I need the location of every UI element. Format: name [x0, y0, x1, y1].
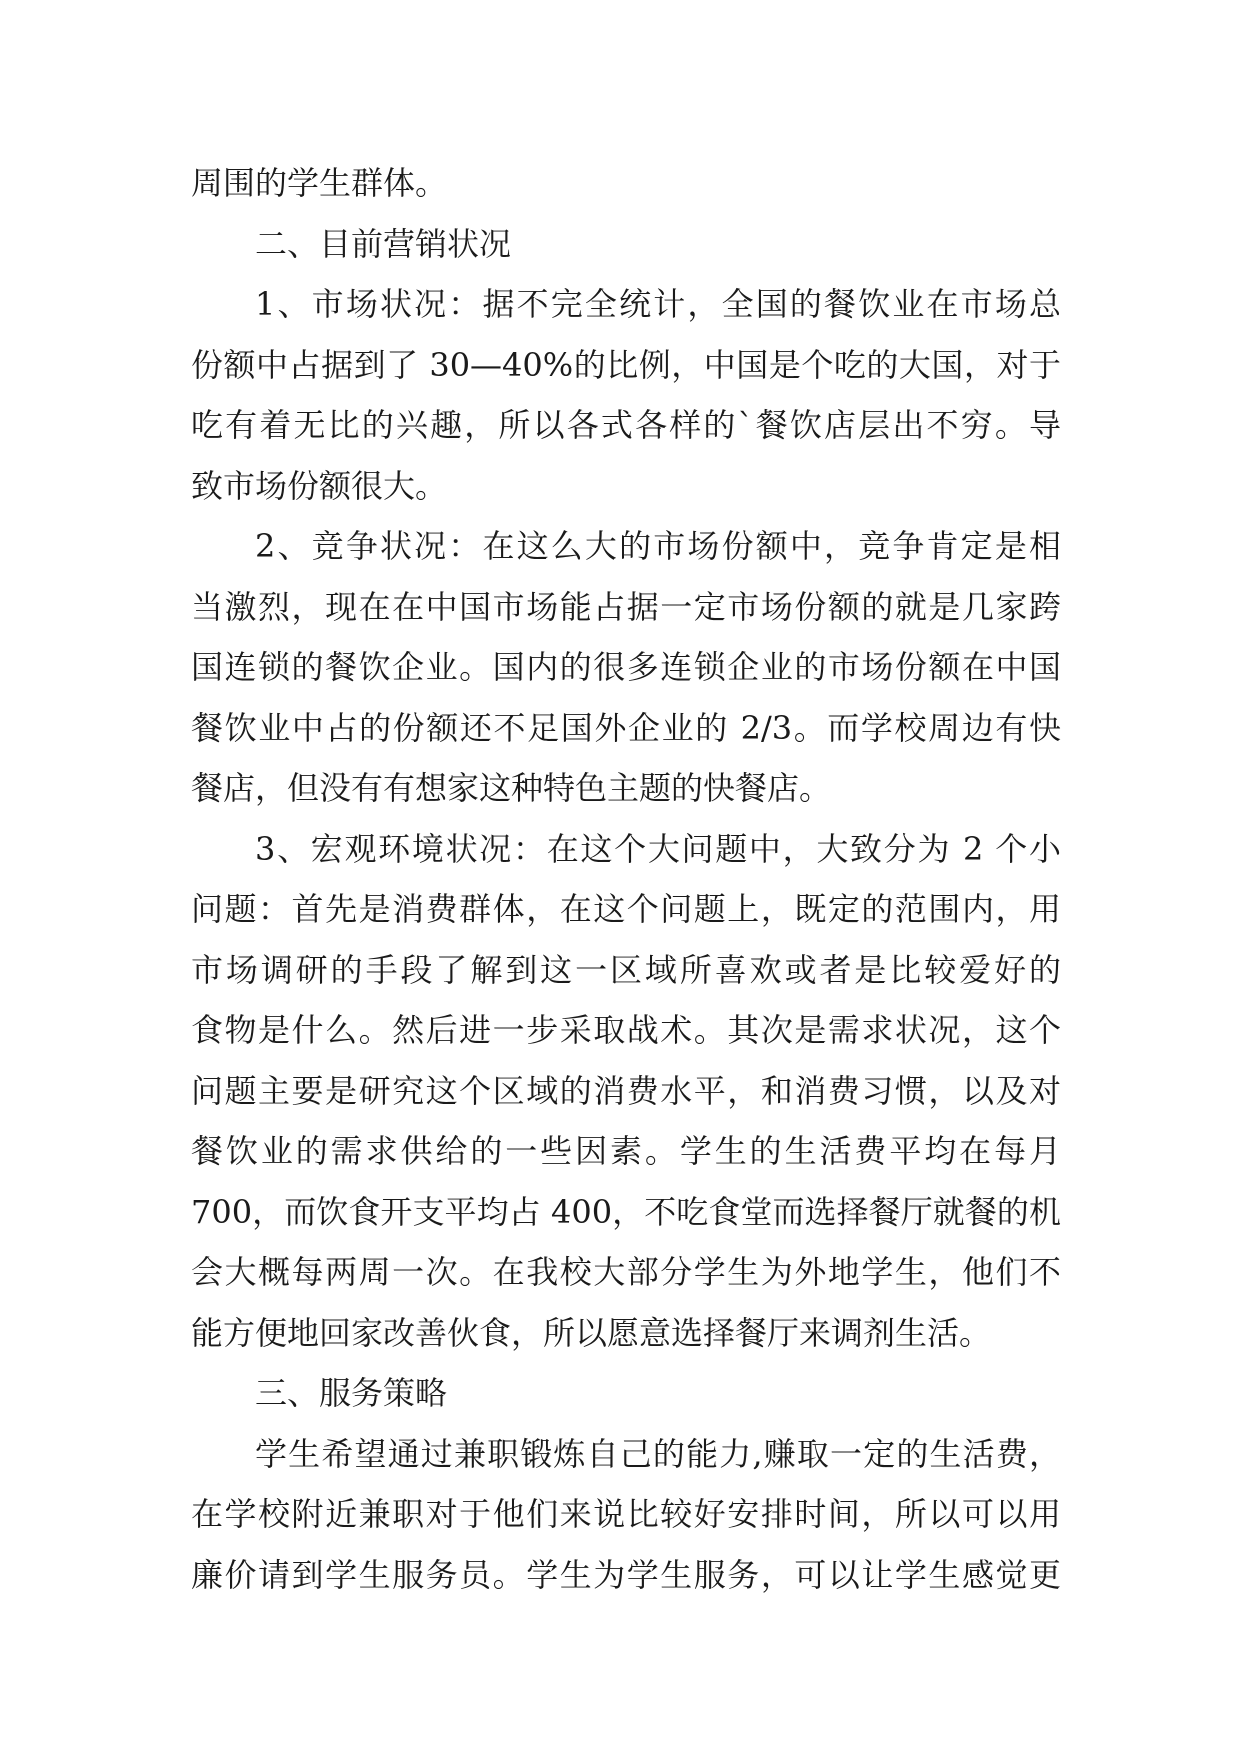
paragraph-line: 食物是什么。然后进一步采取战术。其次是需求状况，这个: [191, 1011, 1061, 1049]
section-heading: 三、服务策略: [255, 1374, 448, 1412]
paragraph-line: 会大概每两周一次。在我校大部分学生为外地学生，他们不: [191, 1253, 1061, 1291]
paragraph-line: 在学校附近兼职对于他们来说比较好安排时间，所以可以用: [191, 1495, 1061, 1533]
document-body: [191, 153, 1061, 1605]
section-heading: 二、目前营销状况: [255, 224, 512, 263]
paragraph-line: 700，而饮食开支平均占 400，不吃食堂而选择餐厅就餐的机: [191, 1192, 1061, 1231]
paragraph-line: 餐店，但没有有想家这种特色主题的快餐店。: [191, 769, 832, 807]
paragraph-line: 问题：首先是消费群体，在这个问题上，既定的范围内，用: [191, 890, 1061, 928]
paragraph-line: 国连锁的餐饮企业。国内的很多连锁企业的市场份额在中国: [191, 648, 1061, 686]
paragraph-line: 餐饮业中占的份额还不足国外企业的 2/3。而学校周边有快: [191, 708, 1061, 747]
paragraph-line: 份额中占据到了 30—40%的比例，中国是个吃的大国，对于: [191, 345, 1061, 384]
paragraph-line: 吃有着无比的兴趣，所以各式各样的`餐饮店层出不穷。导: [191, 406, 1061, 444]
paragraph-line: 1、市场状况：据不完全统计，全国的餐饮业在市场总: [255, 285, 1061, 323]
paragraph-line: 学生希望通过兼职锻炼自己的能力,赚取一定的生活费，: [255, 1434, 1061, 1473]
paragraph-line: 问题主要是研究这个区域的消费水平，和消费习惯，以及对: [191, 1071, 1061, 1110]
paragraph-line: 餐饮业的需求供给的一些因素。学生的生活费平均在每月: [191, 1132, 1061, 1170]
paragraph-line: 3、宏观环境状况：在这个大问题中，大致分为 2 个小: [255, 829, 1061, 868]
paragraph-line: 当激烈，现在在中国市场能占据一定市场份额的就是几家跨: [191, 587, 1061, 626]
paragraph-line: 致市场份额很大。: [191, 466, 448, 505]
paragraph-line: 廉价请到学生服务员。学生为学生服务，可以让学生感觉更: [191, 1555, 1061, 1594]
paragraph-line: 周围的学生群体。: [191, 164, 448, 202]
paragraph-line: 市场调研的手段了解到这一区域所喜欢或者是比较爱好的: [191, 950, 1061, 989]
paragraph-line: 能方便地回家改善伙食，所以愿意选择餐厅来调剂生活。: [191, 1313, 992, 1352]
paragraph-line: 2、竞争状况：在这么大的市场份额中，竞争肯定是相: [255, 527, 1061, 565]
